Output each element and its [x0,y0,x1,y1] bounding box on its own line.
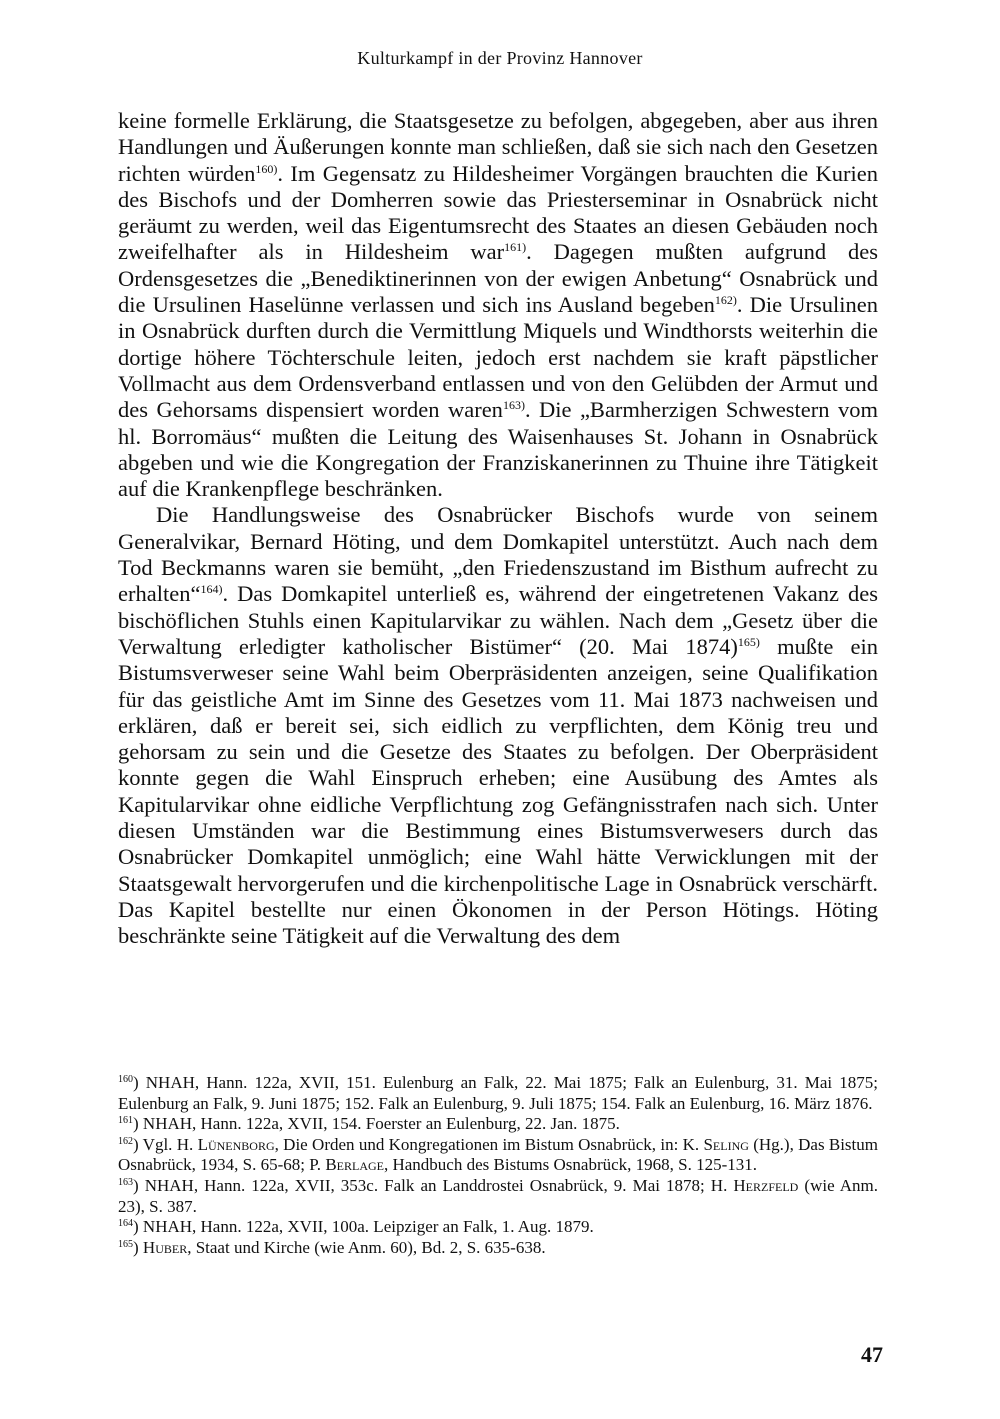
footnote-ref: 165) [737,634,760,649]
footnote-ref: 163) [502,398,525,413]
footnote-number: 162 [118,1135,133,1147]
paragraph-2 [118,502,878,949]
body-text [118,108,878,950]
footnote-number: 163 [118,1176,133,1188]
footnote-number: 161 [118,1115,133,1127]
text-run: , Staat und Kirche (wie Anm. 60), Bd. 2, S. 635-638. [187,1237,546,1257]
text-run: ) NHAH, Hann. 122a, XVII, 154. Foerster an Eulenburg, 22. Jan. 1875. [133,1114,620,1134]
text-run: . Dagegen mußten aufgrund des Ordensgesetzes die „Benediktinerinnen von der ewigen Anbetung“ Osnabrück und die Ursulinen Haselünne verlassen und sich ins Ausland begeben [118,239,878,318]
text-run: , Die Orden und Kongregationen im Bistum Osnabrück, in: K. [274,1134,704,1154]
footnote-160 [118,1073,878,1114]
footnote-ref: 161) [504,240,527,255]
text-run: Die Handlungsweise des Osnabrücker Bischofs wurde von seinem Generalvikar, Bernard Höting, und dem Domkapitel unterstützt. Auch nach dem Tod Beckmanns waren sie bemüht, „den Friedenszustand im Bisthum aufrecht zu erhalten“ [118,502,878,607]
paragraph-1 [118,108,878,502]
author-name: Berlage [325,1155,384,1175]
author-name: Huber [142,1237,188,1257]
text-run: ) NHAH, Hann. 122a, XVII, 100a. Leipziger an Falk, 1. Aug. 1879. [133,1217,594,1237]
text-run: . Das Domkapitel unterließ es, während der eingetretenen Vakanz des bischöflichen Stuhls einen Kapitularvikar zu wählen. Nach dem „Gesetz über die Verwaltung erledigter katholischer Bistümer“ (20. Mai 1874) [118,581,878,659]
footnote-number: 165 [118,1238,133,1250]
text-run: mußte ein Bistumsverweser seine Wahl beim Oberpräsidenten anzeigen, seine Qualifikation für das geistliche Amt im Sinne des Gesetzes vom 11. Mai 1873 nachweisen und erklären, daß er bereit sei, sich eidlich zu verpflichten, dem König treu und gehorsam zu sein und die Gesetze des Staates zu befolgen. Der Oberpräsident konnte gegen die Wahl Einspruch erheben; eine Ausübung des Amtes als Kapitularvikar ohne eidliche Verpflichtung zog Gefängnisstrafen nach sich. Unter diesen Umständen war die Bestimmung eines Bistumsverwesers durch das Osnabrücker Domkapitel unmöglich; eine Wahl hätte Verwicklungen mit der Staatsgewalt hervorgerufen und die kirchenpolitische Lage in Osnabrück verschärft. Das Kapitel bestellte nur einen Ökonomen in der Person Hötings. Höting beschränkte seine Tätigkeit auf die Verwaltung des dem [118,633,878,949]
footnote-ref: 164) [200,582,223,597]
footnote-161 [118,1114,878,1135]
footnote-163 [118,1176,878,1217]
footnotes [118,1073,878,1258]
text-run: ) Vgl. H. [133,1134,198,1154]
running-header: Kulturkampf in der Provinz Hannover [357,48,643,68]
author-name: Lünenborg [197,1134,275,1154]
text-run: (wie Anm. 23), S. 387. [118,1175,878,1216]
footnote-number: 160 [118,1074,133,1085]
text-run: ) [133,1237,143,1257]
text-run: . Die „Barmherzigen Schwestern vom hl. Borromäus“ mußten die Leitung des Waisenhauses St. Johann in Osnabrück abgeben und wie die Kongregation der Franziskanerinnen zu Thuine ihre Tätigkeit auf die Krankenpflege beschränken. [118,397,878,502]
footnote-162 [118,1135,878,1176]
author-name: Seling [703,1134,749,1154]
page-number: 47 [861,1342,883,1367]
footnote-164 [118,1217,878,1238]
author-name: Herzfeld [733,1175,799,1195]
footnote-165 [118,1238,878,1259]
footnote-number: 164 [118,1218,133,1230]
text-run: . Die Ursulinen in Osnabrück durften durch die Vermittlung Miquels und Windthorsts weiterhin die dortige höhere Töchterschule leiten, jedoch erst nachdem sie kraft päpstlicher Vollmacht aus dem Ordensverband entlassen und von den Gelübden der Armut und des Gehorsams dispensiert worden waren [118,292,878,423]
text-run: , Handbuch des Bistums Osnabrück, 1968, S. 125-131. [383,1155,758,1175]
footnote-ref: 160) [255,161,278,176]
footnote-ref: 162) [714,293,737,308]
text-run: (Hg.), Das Bistum Osnabrück, 1934, S. 65-68; P. [118,1134,878,1175]
text-run: ) NHAH, Hann. 122a, XVII, 151. Eulenburg an Falk, 22. Mai 1875; Falk an Eulenburg, 31. Mai 1875; Eulenburg an Falk, 9. Juni 1875; 152. Falk an Eulenburg, 9. Juli 1875; 154. Falk an Eulenburg, 16. März 1876. [118,1073,878,1113]
text-run: . Im Gegensatz zu Hildesheimer Vorgängen brauchten die Kurien des Bischofs und der Domherren sowie das Priesterseminar in Osnabrück nicht geräumt zu werden, weil das Eigentumsrecht des Staates an diesen Gebäuden noch zweifelhafter als in Hildesheim war [118,160,878,265]
text-run: ) NHAH, Hann. 122a, XVII, 353c. Falk an Landdrostei Osnabrück, 9. Mai 1878; H. [133,1175,734,1195]
text-run: keine formelle Erklärung, die Staatsgesetze zu befolgen, abgegeben, aber aus ihren Handlungen und Äußerungen konnte man schließen, daß sie sich nach den Gesetzen richten würden [118,108,878,186]
